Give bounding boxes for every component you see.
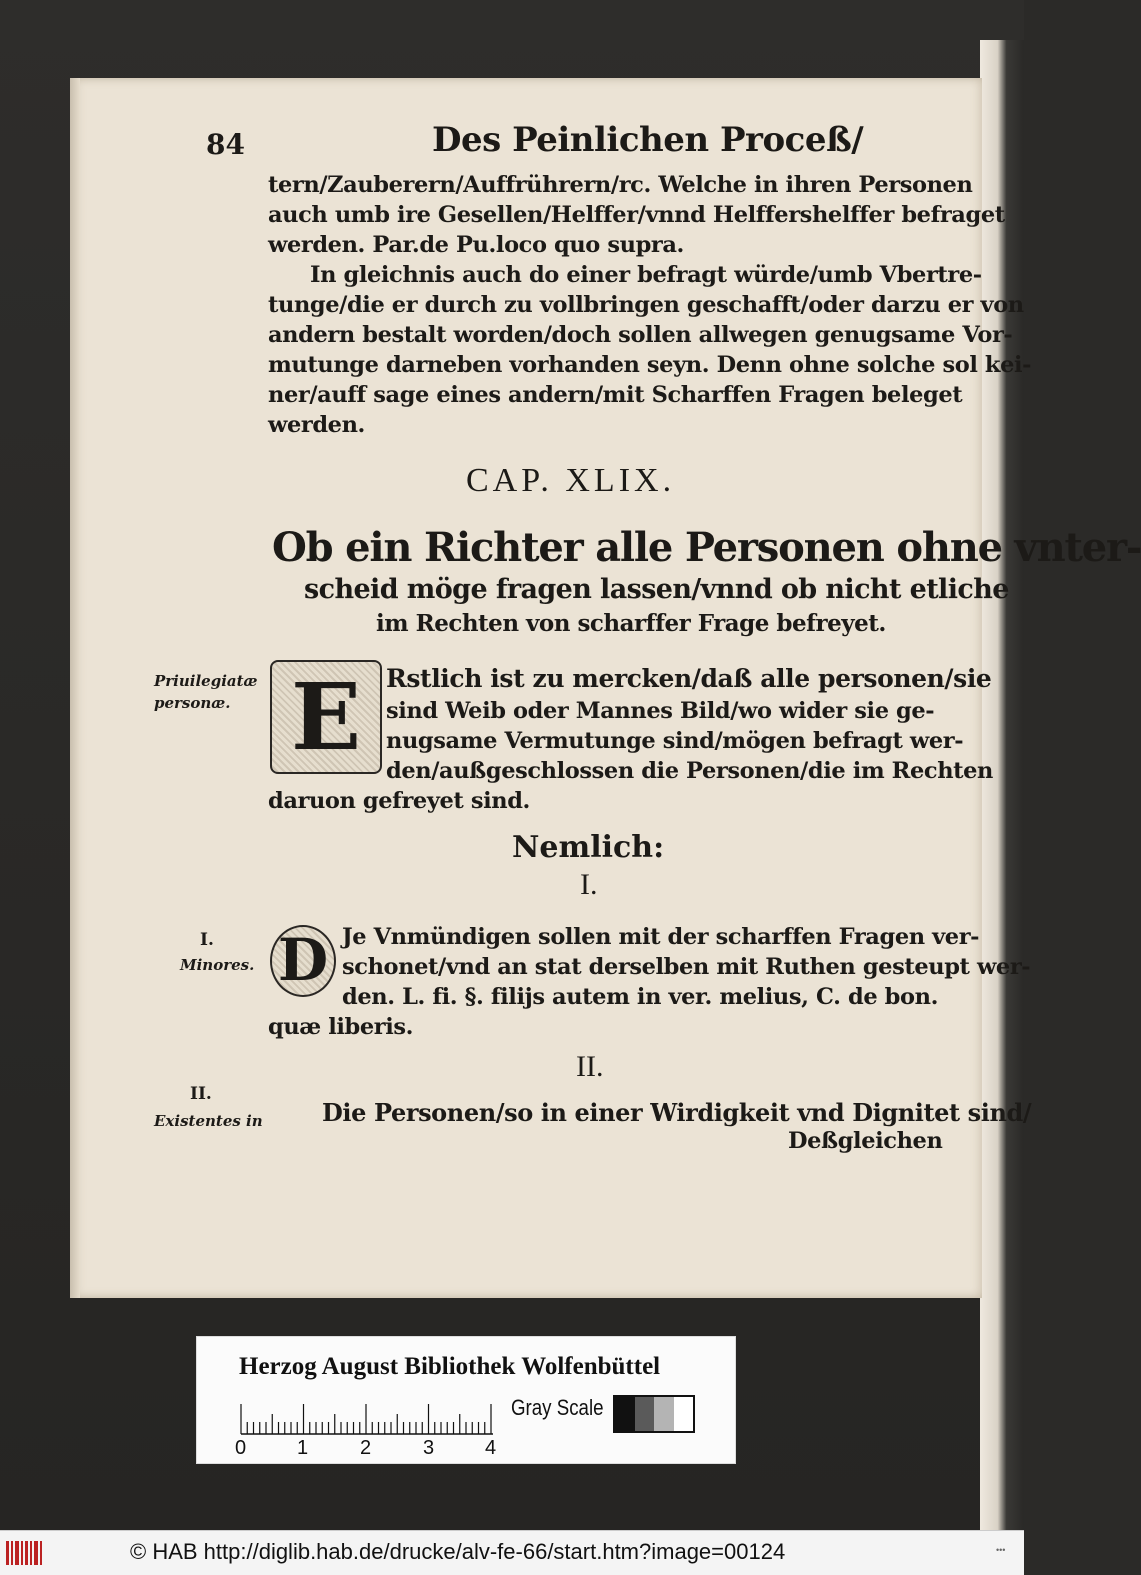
body-line: Rstlich ist zu mercken/daß alle personen/sie bbox=[386, 664, 992, 693]
body-line: Die Personen/so in einer Wirdigkeit vnd Dignitet sind/ bbox=[322, 1098, 1032, 1127]
body-line: mutunge darneben vorhanden seyn. Denn ohne solche sol kei- bbox=[268, 352, 1032, 378]
body-line: Je Vnmündigen sollen mit der scharffen Fragen ver- bbox=[342, 924, 980, 950]
gray-swatch bbox=[674, 1397, 694, 1431]
gray-scale-label: Gray Scale bbox=[511, 1395, 604, 1420]
body-line: quæ liberis. bbox=[268, 1014, 414, 1040]
chapter-heading-line: im Rechten von scharffer Frage befreyet. bbox=[376, 610, 886, 637]
body-line: auch umb ire Gesellen/Helffer/vnnd Helffershelffer befraget bbox=[268, 202, 1005, 228]
gray-swatch bbox=[654, 1397, 674, 1431]
margin-note: Priuilegiatæ bbox=[154, 672, 258, 690]
ruler-label: 2 bbox=[360, 1437, 372, 1459]
ruler-scale bbox=[241, 1401, 493, 1435]
gray-scale-swatches bbox=[613, 1395, 695, 1433]
section-number: I. bbox=[580, 868, 598, 901]
body-line: tern/Zauberern/Auffrührern/rc. Welche in ihren Personen bbox=[268, 172, 973, 198]
gray-swatch bbox=[615, 1397, 635, 1431]
body-line: sind Weib oder Mannes Bild/wo wider sie ge- bbox=[386, 698, 935, 724]
decorated-initial: D bbox=[270, 925, 336, 997]
gray-swatch bbox=[635, 1397, 655, 1431]
running-head: Des Peinlichen Proceß/ bbox=[432, 120, 864, 160]
body-line: daruon gefreyet sind. bbox=[268, 788, 530, 814]
library-title: Herzog August Bibliothek Wolfenbüttel bbox=[239, 1353, 661, 1380]
ruler-label: 1 bbox=[297, 1437, 309, 1459]
subheading: Nemlich: bbox=[512, 830, 665, 865]
margin-note: personæ. bbox=[154, 694, 231, 712]
chapter-heading-line: scheid möge fragen lassen/vnnd ob nicht etliche bbox=[304, 574, 1009, 605]
body-line: andern bestalt worden/doch sollen allwegen genugsame Vor- bbox=[268, 322, 1013, 348]
ruler-label: 3 bbox=[423, 1437, 435, 1459]
body-line: tunge/die er durch zu vollbringen geschafft/oder darzu er von bbox=[268, 292, 1024, 318]
body-line: In gleichnis auch do einer befragt würde/umb Vbertre- bbox=[310, 262, 982, 288]
footer-bar bbox=[0, 1530, 1024, 1575]
body-line: werden. bbox=[268, 412, 365, 438]
margin-note: I. bbox=[200, 930, 214, 950]
body-line: ner/auff sage eines andern/mit Scharffen Fragen beleget bbox=[268, 382, 963, 408]
margin-note: Minores. bbox=[180, 956, 255, 974]
page-number: 84 bbox=[206, 128, 245, 161]
body-line: nugsame Vermutunge sind/mögen befragt wer- bbox=[386, 728, 964, 754]
margin-note: Existentes in bbox=[154, 1112, 263, 1130]
margin-note: II. bbox=[190, 1084, 212, 1104]
page-gutter bbox=[70, 78, 80, 1298]
section-number: II. bbox=[576, 1050, 604, 1083]
chapter-heading-line: Ob ein Richter alle Personen ohne vnter- bbox=[272, 524, 1141, 571]
ruler-label: 4 bbox=[485, 1437, 497, 1459]
decorated-initial: E bbox=[270, 660, 382, 774]
body-line: den/außgeschlossen die Personen/die im Rechten bbox=[386, 758, 994, 784]
catchword: Deßgleichen bbox=[788, 1128, 943, 1154]
body-line: den. L. fi. §. filijs autem in ver. melius, C. de bon. bbox=[342, 984, 939, 1010]
body-line: schonet/vnd an stat derselben mit Ruthen gesteupt wer- bbox=[342, 954, 1031, 980]
body-line: werden. Par.de Pu.loco quo supra. bbox=[268, 232, 684, 258]
color-reference-card bbox=[196, 1336, 736, 1464]
next-page-edge bbox=[980, 40, 1024, 1530]
chapter-number: CAP. XLIX. bbox=[466, 462, 676, 499]
footer-dots: ••• bbox=[996, 1545, 1006, 1555]
copyright-url[interactable]: © HAB http://diglib.hab.de/drucke/alv-fe-66/start.htm?image=00124 bbox=[130, 1539, 786, 1564]
ruler-label: 0 bbox=[235, 1437, 247, 1459]
hab-barcode-icon bbox=[6, 1541, 44, 1565]
